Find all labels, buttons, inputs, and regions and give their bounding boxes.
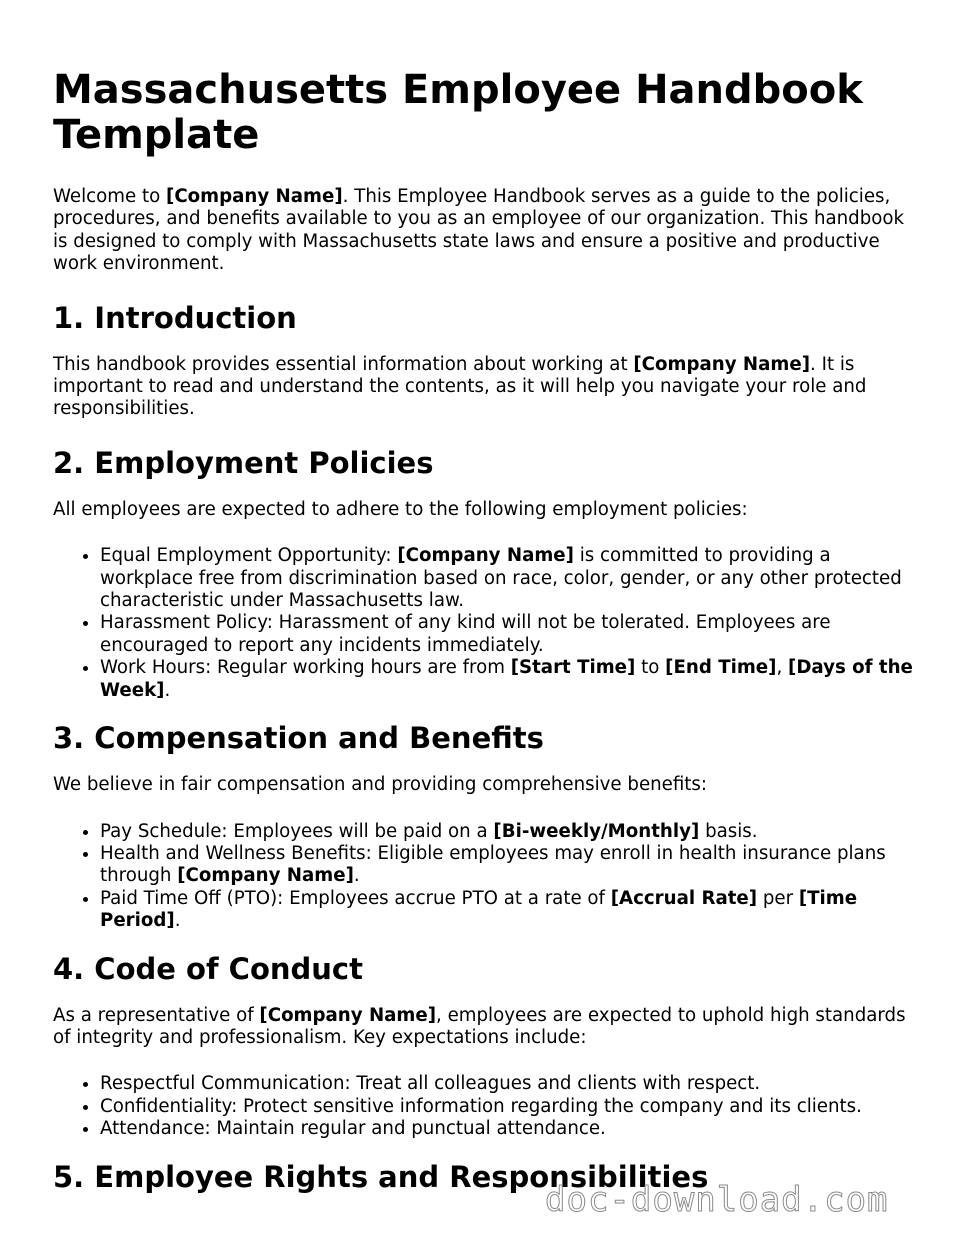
text: . [174, 910, 181, 932]
section-heading-employment-policies: 2. Employment Policies [53, 445, 434, 480]
intro-paragraph [53, 186, 913, 276]
list-item: • Attendance: Maintain regular and punctual attendance. [100, 1118, 913, 1140]
placeholder-end-time: [End Time] [665, 657, 777, 679]
document-page [53, 68, 913, 1213]
compensation-paragraph: We believe in fair compensation and providing comprehensive benefits: [53, 774, 708, 796]
text: Harassment Policy: Harassment of any kind will not be tolerated. Employees are encouraged to report any incidents immediately. [100, 612, 831, 656]
text: . [164, 679, 171, 701]
placeholder-start-time: [Start Time] [510, 657, 636, 679]
section-heading-compensation-benefits: 3. Compensation and Benefits [53, 721, 544, 756]
placeholder-company-name: [Company Name] [166, 186, 343, 207]
text: , employees are expected to uphold high standards of integrity and professionalism. Key expectations include: [53, 1004, 906, 1048]
placeholder-days-of-week: [Days of the Week] [100, 657, 913, 701]
section-heading-employee-rights: 5. Employee Rights and Responsibilities [53, 1159, 709, 1194]
placeholder-company-name: [Company Name] [177, 865, 354, 887]
text: Paid Time Off (PTO): Employees accrue PTO at a rate of [100, 887, 611, 909]
list-item [100, 843, 913, 888]
text: Work Hours: Regular working hours are from [100, 657, 511, 679]
text: . It is important to read and understand the contents, as it will help you navigate your role and responsibilities. [53, 353, 867, 420]
employment-policies-list [53, 545, 913, 702]
text: . [353, 865, 360, 887]
text: Equal Employment Opportunity: [100, 545, 398, 567]
text: is committed to providing a workplace free from discrimination based on race, color, gender, or any other protected characteristic under Massachusetts law. [100, 545, 902, 612]
watermark: doc-download.com [545, 1180, 889, 1220]
text: per [757, 887, 799, 909]
list-item: • Confidentiality: Protect sensitive information regarding the company and its clients. [100, 1096, 913, 1118]
document-title: Massachusetts Employee Handbook Template [53, 67, 863, 158]
placeholder-company-name: [Company Name] [633, 353, 811, 375]
employment-policies-paragraph: All employees are expected to adhere to the following employment policies: [53, 498, 748, 520]
text: to [635, 657, 666, 679]
list-item [100, 612, 913, 657]
placeholder-company-name: [Company Name] [397, 545, 574, 567]
text: . This Employee Handbook serves as a guide to the policies, procedures, and benefits available to you as an employee of our organization. This handbook is designed to comply with Massachusetts state laws and ensure a positive and productive work environment. [53, 186, 905, 275]
placeholder-accrual-rate: [Accrual Rate] [610, 887, 758, 909]
text: As a representative of [53, 1004, 260, 1026]
code-of-conduct-list [53, 1073, 913, 1140]
list-item [100, 821, 913, 843]
compensation-list [53, 821, 913, 933]
placeholder-time-period: [Time Period] [100, 887, 858, 932]
section-heading-introduction: 1. Introduction [53, 300, 297, 335]
section-heading-code-of-conduct: 4. Code of Conduct [53, 951, 363, 986]
list-item [100, 657, 913, 702]
list-item: • Respectful Communication: Treat all colleagues and clients with respect. [100, 1073, 913, 1095]
code-of-conduct-paragraph [53, 1005, 913, 1050]
text: basis. [699, 820, 758, 842]
introduction-paragraph [53, 354, 913, 421]
text: Pay Schedule: Employees will be paid on a [100, 820, 494, 842]
list-item [100, 888, 913, 933]
list-item [100, 545, 913, 612]
placeholder-company-name: [Company Name] [259, 1004, 437, 1026]
text: Welcome to [53, 186, 167, 207]
text: , [776, 657, 789, 679]
placeholder-pay-frequency: [Bi-weekly/Monthly] [493, 820, 700, 842]
text: This handbook provides essential information about working at [53, 353, 634, 375]
text: Health and Wellness Benefits: Eligible employees may enroll in health insurance plans through [100, 842, 886, 887]
